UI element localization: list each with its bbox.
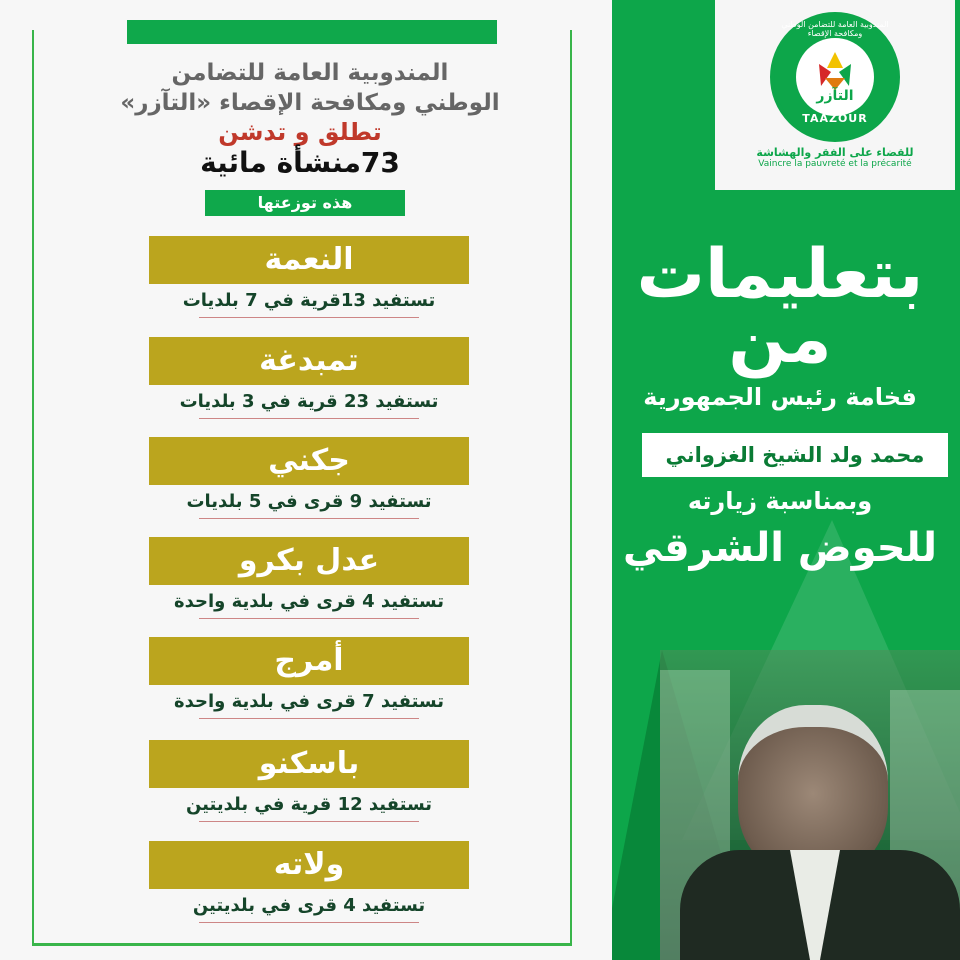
logo-latin-name: TAAZOUR bbox=[802, 112, 868, 125]
visit-place: للحوض الشرقي bbox=[623, 525, 937, 571]
org-title-line2: الوطني ومكافحة الإقصاء «التآزر» bbox=[120, 90, 500, 116]
region-desc: تستفيد 12 قرية في بلديتين bbox=[185, 794, 433, 815]
visit-line: وبمناسبة زيارته bbox=[687, 487, 873, 515]
hands-icon bbox=[811, 50, 859, 90]
region-name: عدل بكرو bbox=[149, 537, 469, 585]
region-desc: تستفيد 4 قرى في بلديتين bbox=[192, 895, 426, 916]
logo-ring-text: المندوبية العامة للتضامن الوطني ومكافحة الإقصاء bbox=[781, 20, 889, 38]
region-name: باسكنو bbox=[149, 740, 469, 788]
region-item bbox=[149, 841, 469, 923]
region-name: النعمة bbox=[149, 236, 469, 284]
region-desc: تستفيد 9 قرى في 5 بلديات bbox=[186, 491, 432, 512]
region-divider bbox=[199, 922, 419, 923]
org-title-line1: المندوبية العامة للتضامن bbox=[171, 60, 449, 86]
headline-line1: بتعليمات bbox=[636, 235, 924, 314]
region-desc: تستفيد 13قرية في 7 بلديات bbox=[182, 290, 436, 311]
region-divider bbox=[199, 418, 419, 419]
region-item bbox=[149, 236, 469, 318]
region-divider bbox=[199, 821, 419, 822]
region-desc: تستفيد 7 قرى في بلدية واحدة bbox=[174, 691, 444, 712]
region-divider bbox=[199, 618, 419, 619]
headline-line2: من bbox=[728, 300, 832, 379]
logo-slogan-arabic: للقضاء على الفقر والهشاشة bbox=[756, 146, 914, 159]
bottom-rule bbox=[32, 944, 572, 946]
top-bar bbox=[127, 20, 497, 44]
region-item bbox=[149, 740, 469, 822]
region-name: ولاته bbox=[149, 841, 469, 889]
right-panel bbox=[612, 0, 960, 960]
region-name: تمبدغة bbox=[149, 337, 469, 385]
region-item bbox=[149, 637, 469, 719]
region-divider bbox=[199, 718, 419, 719]
president-name: محمد ولد الشيخ الغزواني bbox=[642, 433, 948, 477]
region-divider bbox=[199, 317, 419, 318]
region-name: جكني bbox=[149, 437, 469, 485]
launch-line: تطلق و تدشن bbox=[218, 118, 382, 146]
region-item bbox=[149, 337, 469, 419]
distribution-badge: هذه توزعتها bbox=[205, 190, 405, 216]
region-desc: تستفيد 23 قرية في 3 بلديات bbox=[179, 391, 439, 412]
region-desc: تستفيد 4 قرى في بلدية واحدة bbox=[174, 591, 444, 612]
region-divider bbox=[199, 518, 419, 519]
president-title: فخامة رئيس الجمهورية bbox=[643, 383, 917, 411]
region-item bbox=[149, 437, 469, 519]
logo-slogan-french: Vaincre la pauvreté et la précarité bbox=[758, 159, 912, 169]
region-name: أمرج bbox=[149, 637, 469, 685]
logo-inner-circle bbox=[796, 38, 874, 116]
taazour-logo bbox=[770, 12, 900, 142]
facility-count: 73منشأة مائية bbox=[200, 146, 400, 179]
region-item bbox=[149, 537, 469, 619]
logo-card bbox=[715, 0, 955, 190]
president-photo bbox=[660, 650, 960, 960]
logo-arabic-name: التآزر bbox=[816, 88, 854, 104]
